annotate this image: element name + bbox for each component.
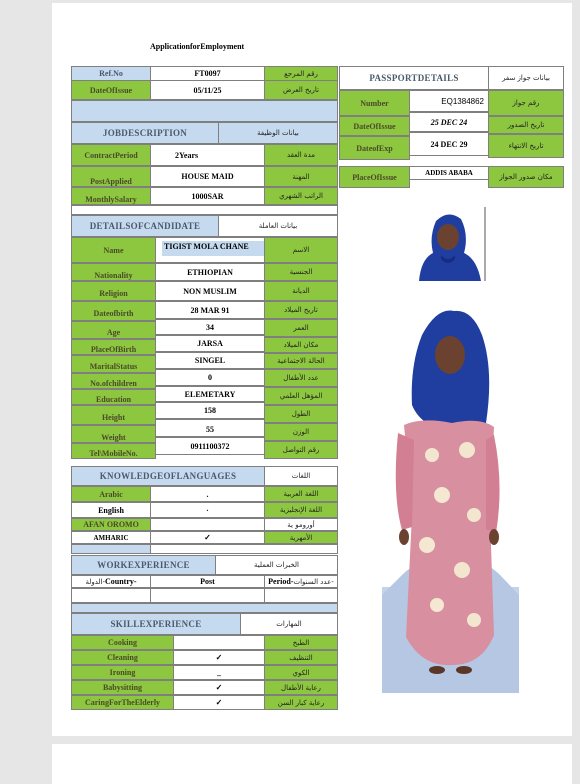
language-value: · bbox=[150, 502, 265, 518]
skill-label-ar: الكوي bbox=[264, 665, 338, 680]
work-col-post: Post bbox=[150, 575, 265, 588]
skills-header-ar: المهارات bbox=[240, 613, 338, 635]
candidate-label: Dateofbirth bbox=[71, 301, 156, 321]
candidate-label-ar: مكان الميلاد bbox=[264, 337, 338, 353]
language-label: English bbox=[71, 502, 151, 518]
candidate-label-ar: الوزن bbox=[264, 423, 338, 441]
candidate-value: ETHIOPIAN bbox=[155, 263, 265, 281]
candidate-label-ar: الجنسية bbox=[264, 263, 338, 281]
spacer-row bbox=[71, 205, 338, 215]
candidate-label: Nationality bbox=[71, 263, 156, 281]
skill-label: Cooking bbox=[71, 635, 174, 650]
skill-label-ar: رعاية كبار السن bbox=[264, 695, 338, 710]
spacer-row bbox=[71, 100, 338, 122]
date-issue-value: 05/11/25 bbox=[150, 80, 265, 100]
work-cell bbox=[71, 588, 151, 603]
skill-label: Ironing bbox=[71, 665, 174, 680]
skill-value: _ bbox=[173, 665, 265, 680]
language-label: Arabic bbox=[71, 486, 151, 502]
candidate-label: Age bbox=[71, 321, 156, 339]
skill-value: ✓ bbox=[173, 680, 265, 695]
passport-header: PASSPORTDETAILS bbox=[339, 66, 489, 90]
candidate-label-ar: العمر bbox=[264, 319, 338, 337]
passport-label-ar: مكان صدور الجواز bbox=[488, 166, 564, 188]
job-value: HOUSE MAID bbox=[150, 166, 265, 187]
passport-label-ar: تاريخ الانتهاء bbox=[488, 134, 564, 158]
passport-label-ar: رقم جواز bbox=[488, 90, 564, 116]
language-label-ar: اللغة العربية bbox=[264, 486, 338, 502]
job-label: ContractPeriod bbox=[71, 144, 151, 166]
skill-label-ar: الطبخ bbox=[264, 635, 338, 650]
language-value: . bbox=[150, 486, 265, 502]
candidate-label: MaritalStatus bbox=[71, 355, 156, 373]
candidate-label-ar: الديانة bbox=[264, 281, 338, 301]
passport-photo bbox=[411, 207, 486, 281]
date-issue-label: DateOfIssue bbox=[71, 80, 151, 100]
candidate-value: JARSA bbox=[155, 335, 265, 352]
candidate-value: 0911100372 bbox=[155, 437, 265, 455]
passport-label: Number bbox=[339, 90, 410, 116]
spacer-row bbox=[150, 544, 338, 554]
skill-value bbox=[173, 635, 265, 650]
job-label: PostApplied bbox=[71, 166, 151, 187]
candidate-label: Religion bbox=[71, 281, 156, 301]
passport-label: PlaceOfIssue bbox=[339, 166, 410, 188]
skill-label-ar: رعاية الأطفال bbox=[264, 680, 338, 695]
skill-label: Babysitting bbox=[71, 680, 174, 695]
date-issue-label-ar: تاريخ العرض bbox=[264, 80, 338, 100]
candidate-label: PlaceOfBirth bbox=[71, 339, 156, 355]
work-col-country-ar: الدولة- bbox=[85, 577, 105, 586]
candidate-label-ar: الحالة الاجتماعية bbox=[264, 353, 338, 369]
passport-value: ADDIS ABABA bbox=[409, 166, 489, 180]
candidate-label-ar: المؤهل العلمي bbox=[264, 387, 338, 405]
candidate-label-ar: عدد الأطفال bbox=[264, 369, 338, 387]
work-col-country bbox=[71, 575, 151, 588]
job-value: 1000SAR bbox=[150, 187, 265, 205]
candidate-label-ar: الاسم bbox=[264, 237, 338, 263]
candidate-value: SINGEL bbox=[155, 352, 265, 369]
languages-header-ar: اللغات bbox=[264, 466, 338, 486]
job-label-ar: الراتب الشهري bbox=[264, 187, 338, 205]
candidate-value: TIGIST MOLA CHANE bbox=[162, 241, 265, 256]
language-label: AFAN OROMO bbox=[71, 518, 151, 531]
skill-value: ✓ bbox=[173, 695, 265, 710]
language-value bbox=[150, 518, 265, 531]
job-value: 2Years bbox=[150, 144, 265, 166]
spacer-row bbox=[71, 603, 338, 613]
work-header: WORKEXPERIENCE bbox=[71, 555, 216, 575]
job-label-ar: مدة العقد bbox=[264, 144, 338, 166]
candidate-header: DETAILSOFCANDIDATE bbox=[71, 215, 219, 237]
language-label-ar: اللغة الإنجليزية bbox=[264, 502, 338, 518]
spacer-row bbox=[71, 544, 151, 554]
passport-label: DateOfIssue bbox=[339, 116, 410, 136]
job-label-ar: المهنة bbox=[264, 166, 338, 187]
passport-header-ar: بيانات جواز سفر bbox=[488, 66, 564, 90]
ref-value: FT0097 bbox=[150, 66, 265, 81]
next-page bbox=[52, 744, 572, 784]
language-value: ✓ bbox=[150, 531, 265, 544]
passport-value: 25 DEC 24 bbox=[409, 112, 489, 132]
candidate-value: 158 bbox=[155, 402, 265, 419]
language-label: AMHARIC bbox=[71, 531, 151, 544]
candidate-label: Education bbox=[71, 389, 156, 405]
candidate-value: 34 bbox=[155, 319, 265, 335]
candidate-label: Name bbox=[71, 237, 156, 263]
ref-label-ar: رقم المرجع bbox=[264, 66, 338, 81]
candidate-value: 28 MAR 91 bbox=[155, 301, 265, 319]
candidate-label: Tel\MobileNo. bbox=[71, 443, 156, 459]
candidate-label: Height bbox=[71, 405, 156, 425]
work-col-period bbox=[264, 575, 338, 588]
work-header-ar: الخبرات العملية bbox=[215, 555, 338, 575]
skill-label: Cleaning bbox=[71, 650, 174, 665]
work-col-country-en: Country- bbox=[105, 577, 137, 586]
work-cell bbox=[264, 588, 338, 603]
candidate-name-cell bbox=[155, 237, 265, 263]
candidate-value: NON MUSLIM bbox=[155, 281, 265, 301]
page-title: ApplicationforEmployment bbox=[150, 42, 245, 51]
skill-value: ✓ bbox=[173, 650, 265, 665]
candidate-label-ar: الطول bbox=[264, 405, 338, 423]
job-header: JOBDESCRIPTION bbox=[71, 122, 219, 144]
candidate-label-ar: تاريخ الميلاد bbox=[264, 301, 338, 319]
skill-label: CaringForTheElderly bbox=[71, 695, 174, 710]
skill-label-ar: التنظيف bbox=[264, 650, 338, 665]
candidate-value: ELEMETARY bbox=[155, 386, 265, 402]
candidate-label-ar: رقم التواصل bbox=[264, 441, 338, 459]
ref-label: Ref.No bbox=[71, 66, 151, 81]
work-cell bbox=[150, 588, 265, 603]
candidate-value: 0 bbox=[155, 369, 265, 386]
full-body-photo bbox=[382, 305, 519, 693]
job-header-ar: بيانات الوظيفة bbox=[218, 122, 338, 144]
job-label: MonthlySalary bbox=[71, 187, 151, 205]
candidate-header-ar: بيانات العاملة bbox=[218, 215, 338, 237]
language-label-ar: الأمهرية bbox=[264, 531, 338, 544]
skills-header: SKILLEXPERIENCE bbox=[71, 613, 241, 635]
candidate-value: 55 bbox=[155, 419, 265, 437]
passport-label: DateofExp bbox=[339, 136, 410, 160]
passport-value: EQ1384862 bbox=[409, 90, 489, 112]
languages-header: KNOWLEDGEOFLANGUAGES bbox=[71, 466, 265, 486]
work-col-period-en: Period- bbox=[268, 577, 294, 586]
candidate-label: No.ofchildren bbox=[71, 373, 156, 389]
passport-label-ar: تاريخ الصدور bbox=[488, 116, 564, 134]
work-col-period-ar: عدد السنوات- bbox=[293, 577, 334, 586]
passport-value: 24 DEC 29 bbox=[409, 132, 489, 156]
language-label-ar: أورومو ية bbox=[264, 518, 338, 531]
candidate-label: Weight bbox=[71, 425, 156, 443]
